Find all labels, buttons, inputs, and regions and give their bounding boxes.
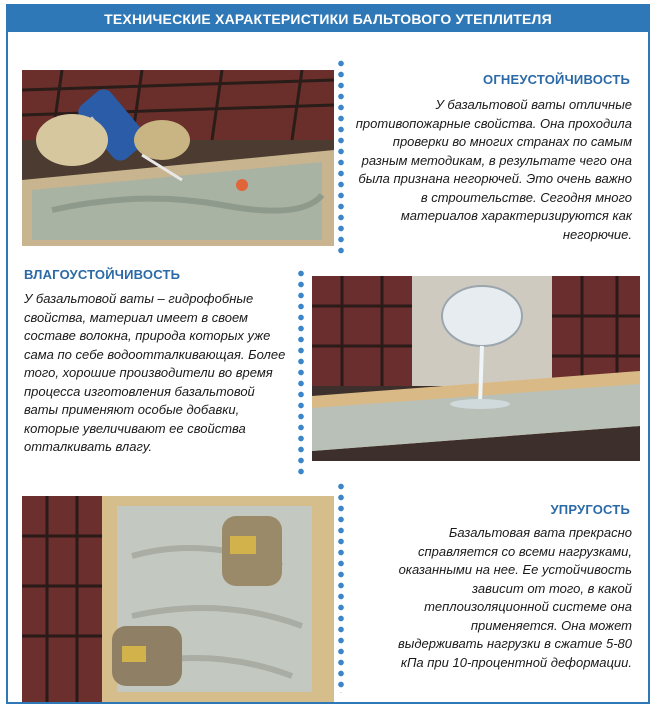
divider-dots-3 — [338, 481, 344, 693]
water-test-photo — [312, 276, 640, 461]
infographic-frame — [6, 4, 650, 704]
section-text-moisture: У базальтовой ваты – гидрофобные свойства, материал имеет в своем составе волокна, природа которых уже сама по себе водоотталкивающая. Более того, хорошие производители во время процесса изготовления базальтовой ваты применяют особые добавки, которые увеличивают ее свойства отталкивать влагу. — [24, 291, 286, 454]
elasticity-test-photo — [22, 496, 334, 702]
divider-dots-1 — [338, 58, 344, 258]
section-title-fire: ОГНЕУСТОЙЧИВОСТЬ — [483, 72, 630, 87]
section-text-elasticity: Базальтовая вата прекрасно справляется со всеми нагрузками, оказанными на нее. Ее устойчивость зависит от того, в какой теплоизоляционной системе она применяется. Она может выдерживать нагрузки в сжатие 5-80 кПа при 10-процентной деформации. — [398, 525, 632, 670]
section-title-moisture: ВЛАГОУСТОЙЧИВОСТЬ — [24, 267, 181, 282]
fire-test-photo — [22, 70, 334, 246]
section-text-fire: У базальтовой ваты отличные противопожарные свойства. Она проходила проверки во многих странах по самым разным методикам, в результате чего она была признана негорючей. Это очень важно в строительстве. Сегодня много материалов характеризируются как негорючие. — [355, 97, 632, 242]
divider-dots-2 — [298, 268, 304, 478]
section-title-elasticity: УПРУГОСТЬ — [550, 502, 630, 517]
page-title: ТЕХНИЧЕСКИЕ ХАРАКТЕРИСТИКИ БАЛЬТОВОГО УТЕПЛИТЕЛЯ — [8, 6, 648, 32]
